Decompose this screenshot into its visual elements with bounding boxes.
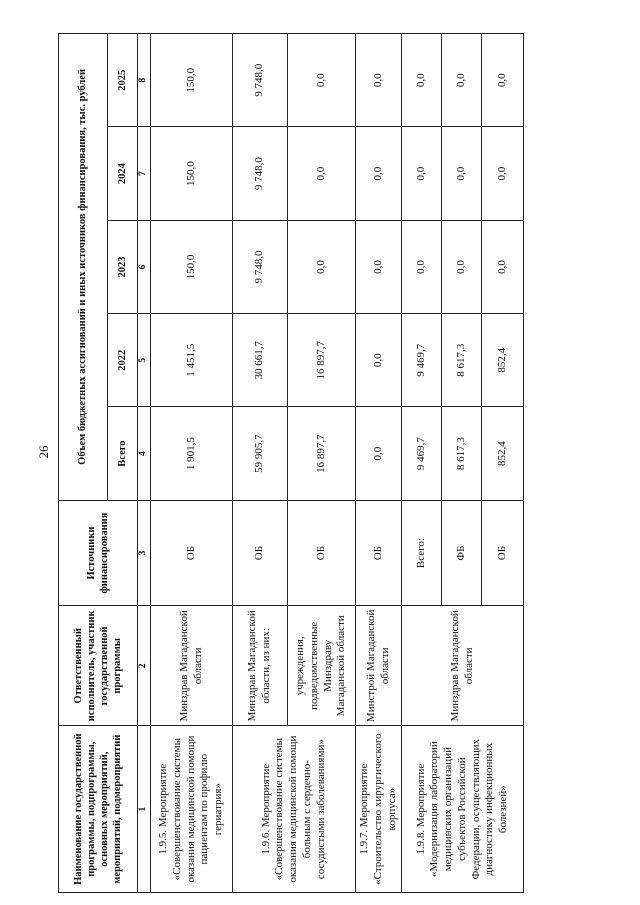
value-2022: 852,4	[482, 314, 524, 407]
header-responsible: Ответственный исполнитель, участник государственной программы	[59, 606, 138, 726]
value-2025: 0,0	[402, 34, 442, 127]
value-2022: 16 897,7	[288, 314, 356, 407]
value-2025: 0,0	[442, 34, 482, 127]
funding-source: ОБ	[233, 500, 288, 606]
value-total: 59 905,7	[233, 407, 288, 500]
value-total: 8 617,3	[442, 407, 482, 500]
responsible-executor: Минздрав Магаданской области	[151, 606, 233, 726]
value-2022: 0,0	[356, 314, 402, 407]
value-2024: 0,0	[288, 127, 356, 220]
value-2024: 0,0	[356, 127, 402, 220]
value-2023: 0,0	[356, 220, 402, 313]
funding-source: ОБ	[356, 500, 402, 606]
col-index: 3	[138, 500, 151, 606]
value-2025: 0,0	[288, 34, 356, 127]
header-total: Всего	[108, 407, 138, 500]
value-2023: 150,0	[151, 220, 233, 313]
rotated-table-container	[58, 33, 606, 893]
header-row-1	[59, 34, 108, 893]
header-2025: 2025	[108, 34, 138, 127]
responsible-executor: Минздрав Магаданской области, из них:	[233, 606, 288, 726]
page-number: 26	[36, 445, 51, 459]
activity-name: 1.9.6. Мероприятие «Совершенствование системы оказания медицинской помощи больным с сердечно-сосудистыми заболеваниями»	[233, 726, 356, 893]
funding-source: ОБ	[288, 500, 356, 606]
value-2025: 150,0	[151, 34, 233, 127]
value-2023: 0,0	[288, 220, 356, 313]
col-index: 7	[138, 127, 151, 220]
value-2022: 1 451,5	[151, 314, 233, 407]
col-index: 4	[138, 407, 151, 500]
table-row	[356, 34, 402, 893]
value-2023: 0,0	[402, 220, 442, 313]
value-2022: 30 661,7	[233, 314, 288, 407]
value-2024: 9 748,0	[233, 127, 288, 220]
value-2024: 0,0	[402, 127, 442, 220]
table-row	[233, 34, 288, 893]
header-name: Наименование государственной программы, подпрограммы, основных мероприятий, мероприятий, подмероприятий	[59, 726, 138, 893]
funding-source: ОБ	[151, 500, 233, 606]
responsible-executor: Минстрой Магаданской области	[356, 606, 402, 726]
header-sources: Источники финансирования	[59, 500, 138, 606]
value-2025: 0,0	[356, 34, 402, 127]
value-2024: 150,0	[151, 127, 233, 220]
col-index: 6	[138, 220, 151, 313]
value-total: 1 901,5	[151, 407, 233, 500]
value-2023: 0,0	[482, 220, 524, 313]
value-2024: 0,0	[442, 127, 482, 220]
value-2022: 8 617,3	[442, 314, 482, 407]
value-total: 0,0	[356, 407, 402, 500]
value-total: 16 897,7	[288, 407, 356, 500]
table-row	[402, 34, 442, 893]
col-index: 2	[138, 606, 151, 726]
funding-source: ОБ	[482, 500, 524, 606]
value-2023: 0,0	[442, 220, 482, 313]
value-2025: 9 748,0	[233, 34, 288, 127]
value-total: 9 469,7	[402, 407, 442, 500]
budget-table	[58, 33, 524, 893]
value-2024: 0,0	[482, 127, 524, 220]
activity-name: 1.9.5. Мероприятие «Совершенствование системы оказания медицинской помощи пациентам по профилю гериатрия»	[151, 726, 233, 893]
header-2022: 2022	[108, 314, 138, 407]
header-2023: 2023	[108, 220, 138, 313]
responsible-executor: Минздрав Магаданской области	[402, 606, 524, 726]
value-2023: 9 748,0	[233, 220, 288, 313]
responsible-executor: учреждения, подведомственные Минздраву Магаданской области	[288, 606, 356, 726]
header-volume: Объем бюджетных ассигнований и иных источников финансирования, тыс. рублей	[59, 34, 108, 501]
col-index: 1	[138, 726, 151, 893]
value-total: 852,4	[482, 407, 524, 500]
value-2022: 9 469,7	[402, 314, 442, 407]
funding-source-total: Всего:	[402, 500, 442, 606]
funding-source: ФБ	[442, 500, 482, 606]
activity-name: 1.9.7. Мероприятие «Строительство хирургического корпуса»	[356, 726, 402, 893]
column-index-row	[138, 34, 151, 893]
col-index: 8	[138, 34, 151, 127]
col-index: 5	[138, 314, 151, 407]
header-2024: 2024	[108, 127, 138, 220]
table-row	[151, 34, 233, 893]
value-2025: 0,0	[482, 34, 524, 127]
activity-name: 1.9.8. Мероприятие «Модернизация лабораторий медицинских организаций субъектов Российской Федерации, осуществляющих диагностику инфекционных болезней»	[402, 726, 524, 893]
